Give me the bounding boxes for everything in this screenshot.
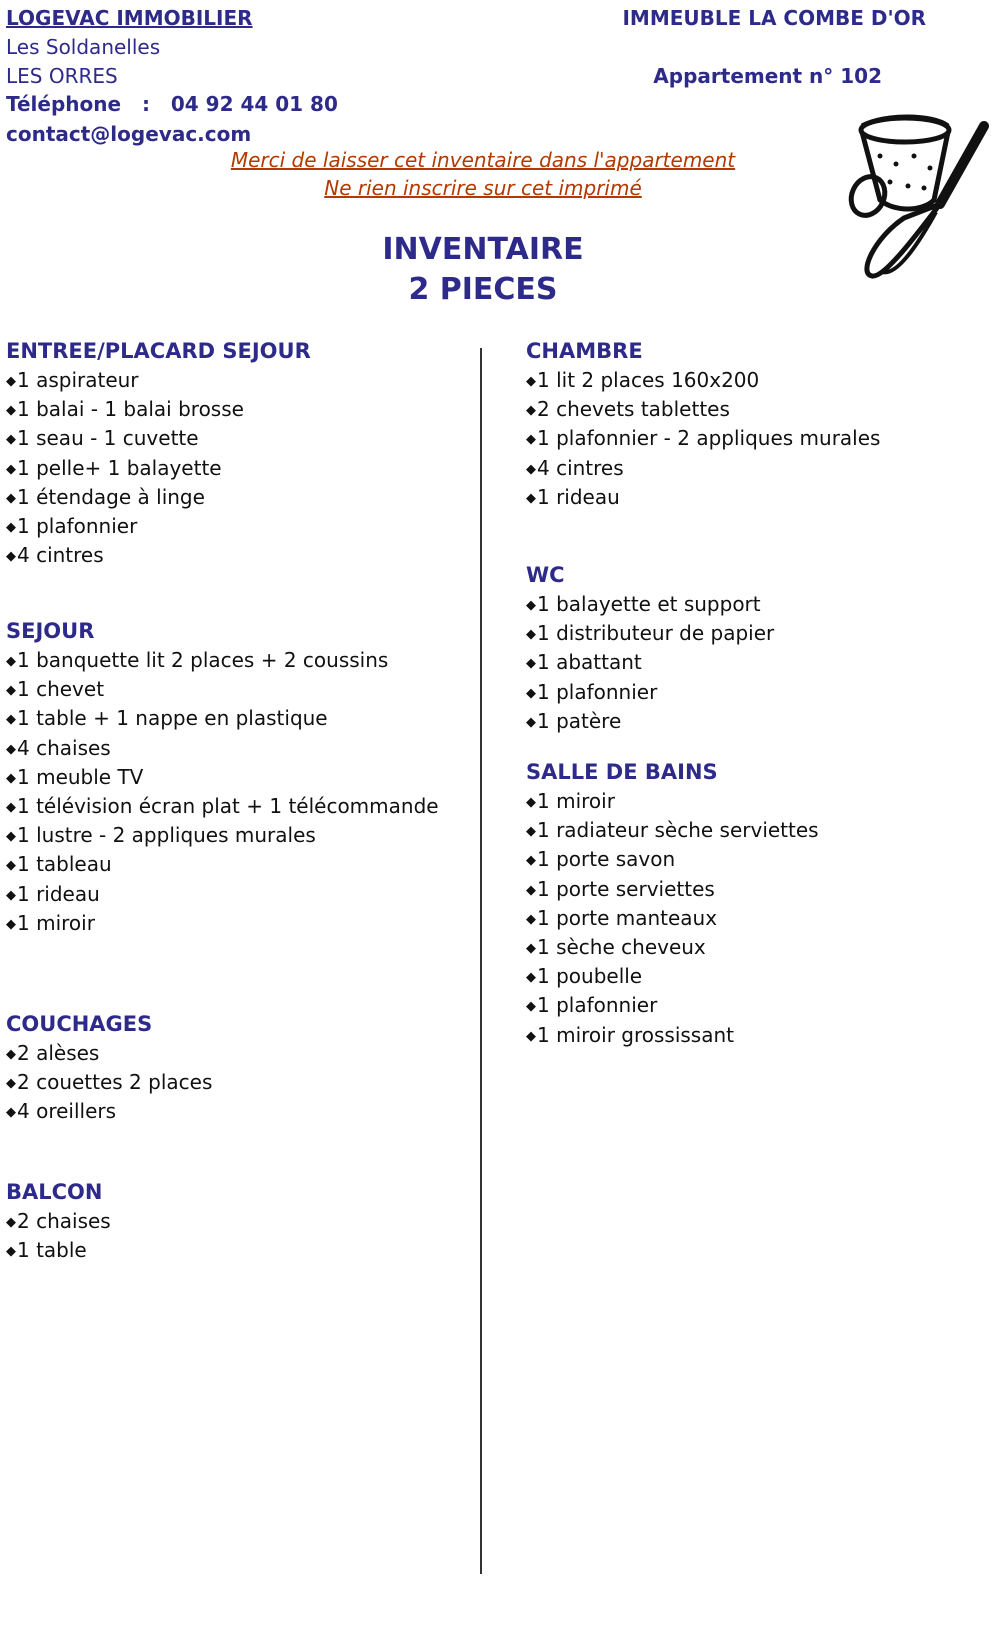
diamond-bullet-icon: ◆ [526, 940, 536, 956]
diamond-bullet-icon: ◆ [526, 970, 536, 986]
notice-do-not-write: Ne rien inscrire sur cet imprimé [324, 176, 642, 200]
item-label: 1 plafonnier - 2 appliques murales [537, 426, 881, 451]
item-label: 1 lustre - 2 appliques murales [17, 823, 316, 848]
address-line-1: Les Soldanelles [6, 35, 161, 59]
section-wc [526, 561, 774, 736]
item-label: 1 sèche cheveux [537, 934, 706, 959]
diamond-bullet-icon: ◆ [6, 799, 16, 815]
section-salle-de-bains [526, 758, 819, 1050]
item-label: 1 chevet [17, 677, 105, 702]
item-label: 1 banquette lit 2 places + 2 coussins [17, 648, 389, 672]
list-item [526, 366, 880, 395]
diamond-bullet-icon: ◆ [526, 795, 536, 810]
item-label: 1 étendage à linge [17, 484, 205, 509]
diamond-bullet-icon: ◆ [526, 685, 536, 701]
list-item [526, 619, 774, 648]
diamond-bullet-icon: ◆ [6, 916, 16, 932]
diamond-bullet-icon: ◆ [526, 374, 536, 389]
list-item [526, 816, 819, 845]
section-title: SEJOUR [6, 619, 95, 643]
diamond-bullet-icon: ◆ [6, 1076, 16, 1092]
section-couchages [6, 1010, 212, 1127]
item-label: 1 plafonnier [537, 993, 658, 1018]
item-label: 4 oreillers [17, 1099, 117, 1124]
diamond-bullet-icon: ◆ [6, 549, 16, 565]
list-item [6, 1236, 111, 1265]
item-label: 1 abattant [537, 650, 642, 675]
list-item [526, 787, 819, 816]
list-item [6, 512, 311, 541]
list-item [526, 991, 819, 1020]
section-balcon [6, 1178, 111, 1265]
item-list [526, 787, 819, 1050]
column-divider [480, 348, 482, 1574]
page-title: INVENTAIRE [382, 232, 584, 267]
company-name: LOGEVAC IMMOBILIER [6, 6, 253, 30]
diamond-bullet-icon: ◆ [6, 887, 16, 903]
diamond-bullet-icon: ◆ [6, 712, 16, 728]
diamond-bullet-icon: ◆ [526, 911, 536, 927]
item-label: 4 chaises [17, 735, 111, 760]
list-item [6, 483, 311, 512]
page-subtitle: 2 PIECES [408, 272, 558, 307]
diamond-bullet-icon: ◆ [526, 999, 536, 1015]
phone-label: Téléphone [6, 92, 122, 116]
diamond-bullet-icon: ◆ [6, 829, 16, 845]
list-item [6, 1207, 111, 1236]
diamond-bullet-icon: ◆ [6, 1244, 16, 1260]
item-label: 1 miroir [17, 910, 95, 935]
item-list [526, 590, 774, 736]
diamond-bullet-icon: ◆ [6, 1215, 16, 1230]
item-list [6, 1207, 111, 1265]
item-label: 1 plafonnier [17, 513, 138, 538]
diamond-bullet-icon: ◆ [6, 683, 16, 699]
list-item [6, 366, 311, 395]
item-label: 1 tableau [17, 852, 112, 877]
item-label: 1 radiateur sèche serviettes [537, 818, 819, 843]
section-title: WC [526, 563, 565, 587]
phone-line [6, 92, 338, 116]
diamond-bullet-icon: ◆ [6, 519, 16, 535]
list-item [6, 646, 439, 675]
diamond-bullet-icon: ◆ [6, 741, 16, 757]
diamond-bullet-icon: ◆ [6, 1105, 16, 1121]
diamond-bullet-icon: ◆ [6, 858, 16, 874]
item-list [6, 366, 311, 570]
item-label: 1 lit 2 places 160x200 [537, 368, 760, 392]
section-title: COUCHAGES [6, 1012, 153, 1036]
diamond-bullet-icon: ◆ [526, 656, 536, 672]
item-list [526, 366, 880, 512]
section-entree-placard [6, 337, 311, 570]
list-item [526, 962, 819, 991]
phone-separator: : [141, 92, 150, 116]
list-item [6, 734, 439, 763]
item-label: 1 table + 1 nappe en plastique [17, 706, 328, 731]
diamond-bullet-icon: ◆ [526, 598, 536, 613]
section-sejour [6, 617, 439, 938]
list-item [526, 648, 774, 677]
list-item [526, 590, 774, 619]
section-title: BALCON [6, 1180, 103, 1204]
diamond-bullet-icon: ◆ [6, 374, 16, 389]
item-label: 1 miroir [537, 789, 615, 813]
item-label: 1 poubelle [537, 964, 643, 989]
diamond-bullet-icon: ◆ [6, 461, 16, 477]
section-chambre [526, 337, 880, 512]
list-item [6, 675, 439, 704]
list-item [6, 1039, 212, 1068]
list-item [6, 1068, 212, 1097]
item-label: 2 alèses [17, 1041, 100, 1065]
list-item [526, 845, 819, 874]
item-label: 1 porte savon [537, 847, 676, 872]
diamond-bullet-icon: ◆ [6, 1047, 16, 1062]
email-address: contact@logevac.com [6, 122, 252, 146]
list-item [526, 707, 774, 736]
item-label: 2 chaises [17, 1209, 111, 1233]
item-label: 1 seau - 1 cuvette [17, 426, 199, 451]
section-title: CHAMBRE [526, 339, 643, 363]
list-item [6, 763, 439, 792]
item-label: 4 cintres [537, 455, 624, 480]
phone-number: 04 92 44 01 80 [170, 92, 338, 116]
item-label: 1 pelle+ 1 balayette [17, 455, 222, 480]
diamond-bullet-icon: ◆ [6, 770, 16, 786]
apartment-number: Appartement n° 102 [653, 64, 882, 88]
notice-leave-inventory: Merci de laisser cet inventaire dans l'appartement [230, 148, 736, 172]
diamond-bullet-icon: ◆ [526, 714, 536, 730]
list-item [526, 904, 819, 933]
list-item [526, 424, 880, 453]
diamond-bullet-icon: ◆ [526, 1028, 536, 1044]
item-label: 1 rideau [537, 484, 620, 509]
list-item [526, 395, 880, 424]
list-item [6, 541, 311, 570]
diamond-bullet-icon: ◆ [6, 403, 16, 419]
diamond-bullet-icon: ◆ [6, 432, 16, 448]
list-item [6, 704, 439, 733]
item-label: 1 télévision écran plat + 1 télécommande [17, 793, 439, 818]
section-title: ENTREE/PLACARD SEJOUR [6, 339, 311, 363]
item-list [6, 1039, 212, 1127]
address-line-2: LES ORRES [6, 64, 118, 88]
diamond-bullet-icon: ◆ [526, 461, 536, 477]
list-item [6, 424, 311, 453]
item-list [6, 646, 439, 938]
diamond-bullet-icon: ◆ [526, 882, 536, 898]
diamond-bullet-icon: ◆ [526, 853, 536, 869]
list-item [6, 880, 439, 909]
item-label: 2 chevets tablettes [537, 397, 730, 422]
diamond-bullet-icon: ◆ [526, 490, 536, 506]
list-item [6, 821, 439, 850]
item-label: 1 porte manteaux [537, 905, 718, 930]
list-item [6, 395, 311, 424]
diamond-bullet-icon: ◆ [526, 824, 536, 840]
diamond-bullet-icon: ◆ [526, 403, 536, 419]
list-item [526, 483, 880, 512]
list-item [6, 454, 311, 483]
list-item [526, 454, 880, 483]
building-name: IMMEUBLE LA COMBE D'OR [622, 6, 926, 30]
list-item [526, 933, 819, 962]
diamond-bullet-icon: ◆ [526, 627, 536, 643]
item-label: 1 porte serviettes [537, 876, 715, 901]
item-label: 1 plafonnier [537, 679, 658, 704]
section-title: SALLE DE BAINS [526, 760, 718, 784]
list-item [526, 1021, 819, 1050]
item-label: 1 miroir grossissant [537, 1022, 735, 1047]
item-label: 2 couettes 2 places [17, 1070, 213, 1095]
item-label: 1 aspirateur [17, 368, 139, 392]
item-label: 1 distributeur de papier [537, 621, 775, 646]
item-label: 4 cintres [17, 543, 104, 568]
list-item [6, 1097, 212, 1126]
diamond-bullet-icon: ◆ [6, 654, 16, 669]
list-item [6, 909, 439, 938]
list-item [526, 875, 819, 904]
item-label: 1 balayette et support [537, 592, 761, 616]
item-label: 1 meuble TV [17, 764, 144, 789]
item-label: 1 balai - 1 balai brosse [17, 397, 244, 422]
item-label: 1 table [17, 1238, 87, 1263]
item-label: 1 rideau [17, 881, 100, 906]
list-item [526, 678, 774, 707]
list-item [6, 850, 439, 879]
list-item [6, 792, 439, 821]
diamond-bullet-icon: ◆ [6, 490, 16, 506]
item-label: 1 patère [537, 708, 622, 733]
diamond-bullet-icon: ◆ [526, 432, 536, 448]
